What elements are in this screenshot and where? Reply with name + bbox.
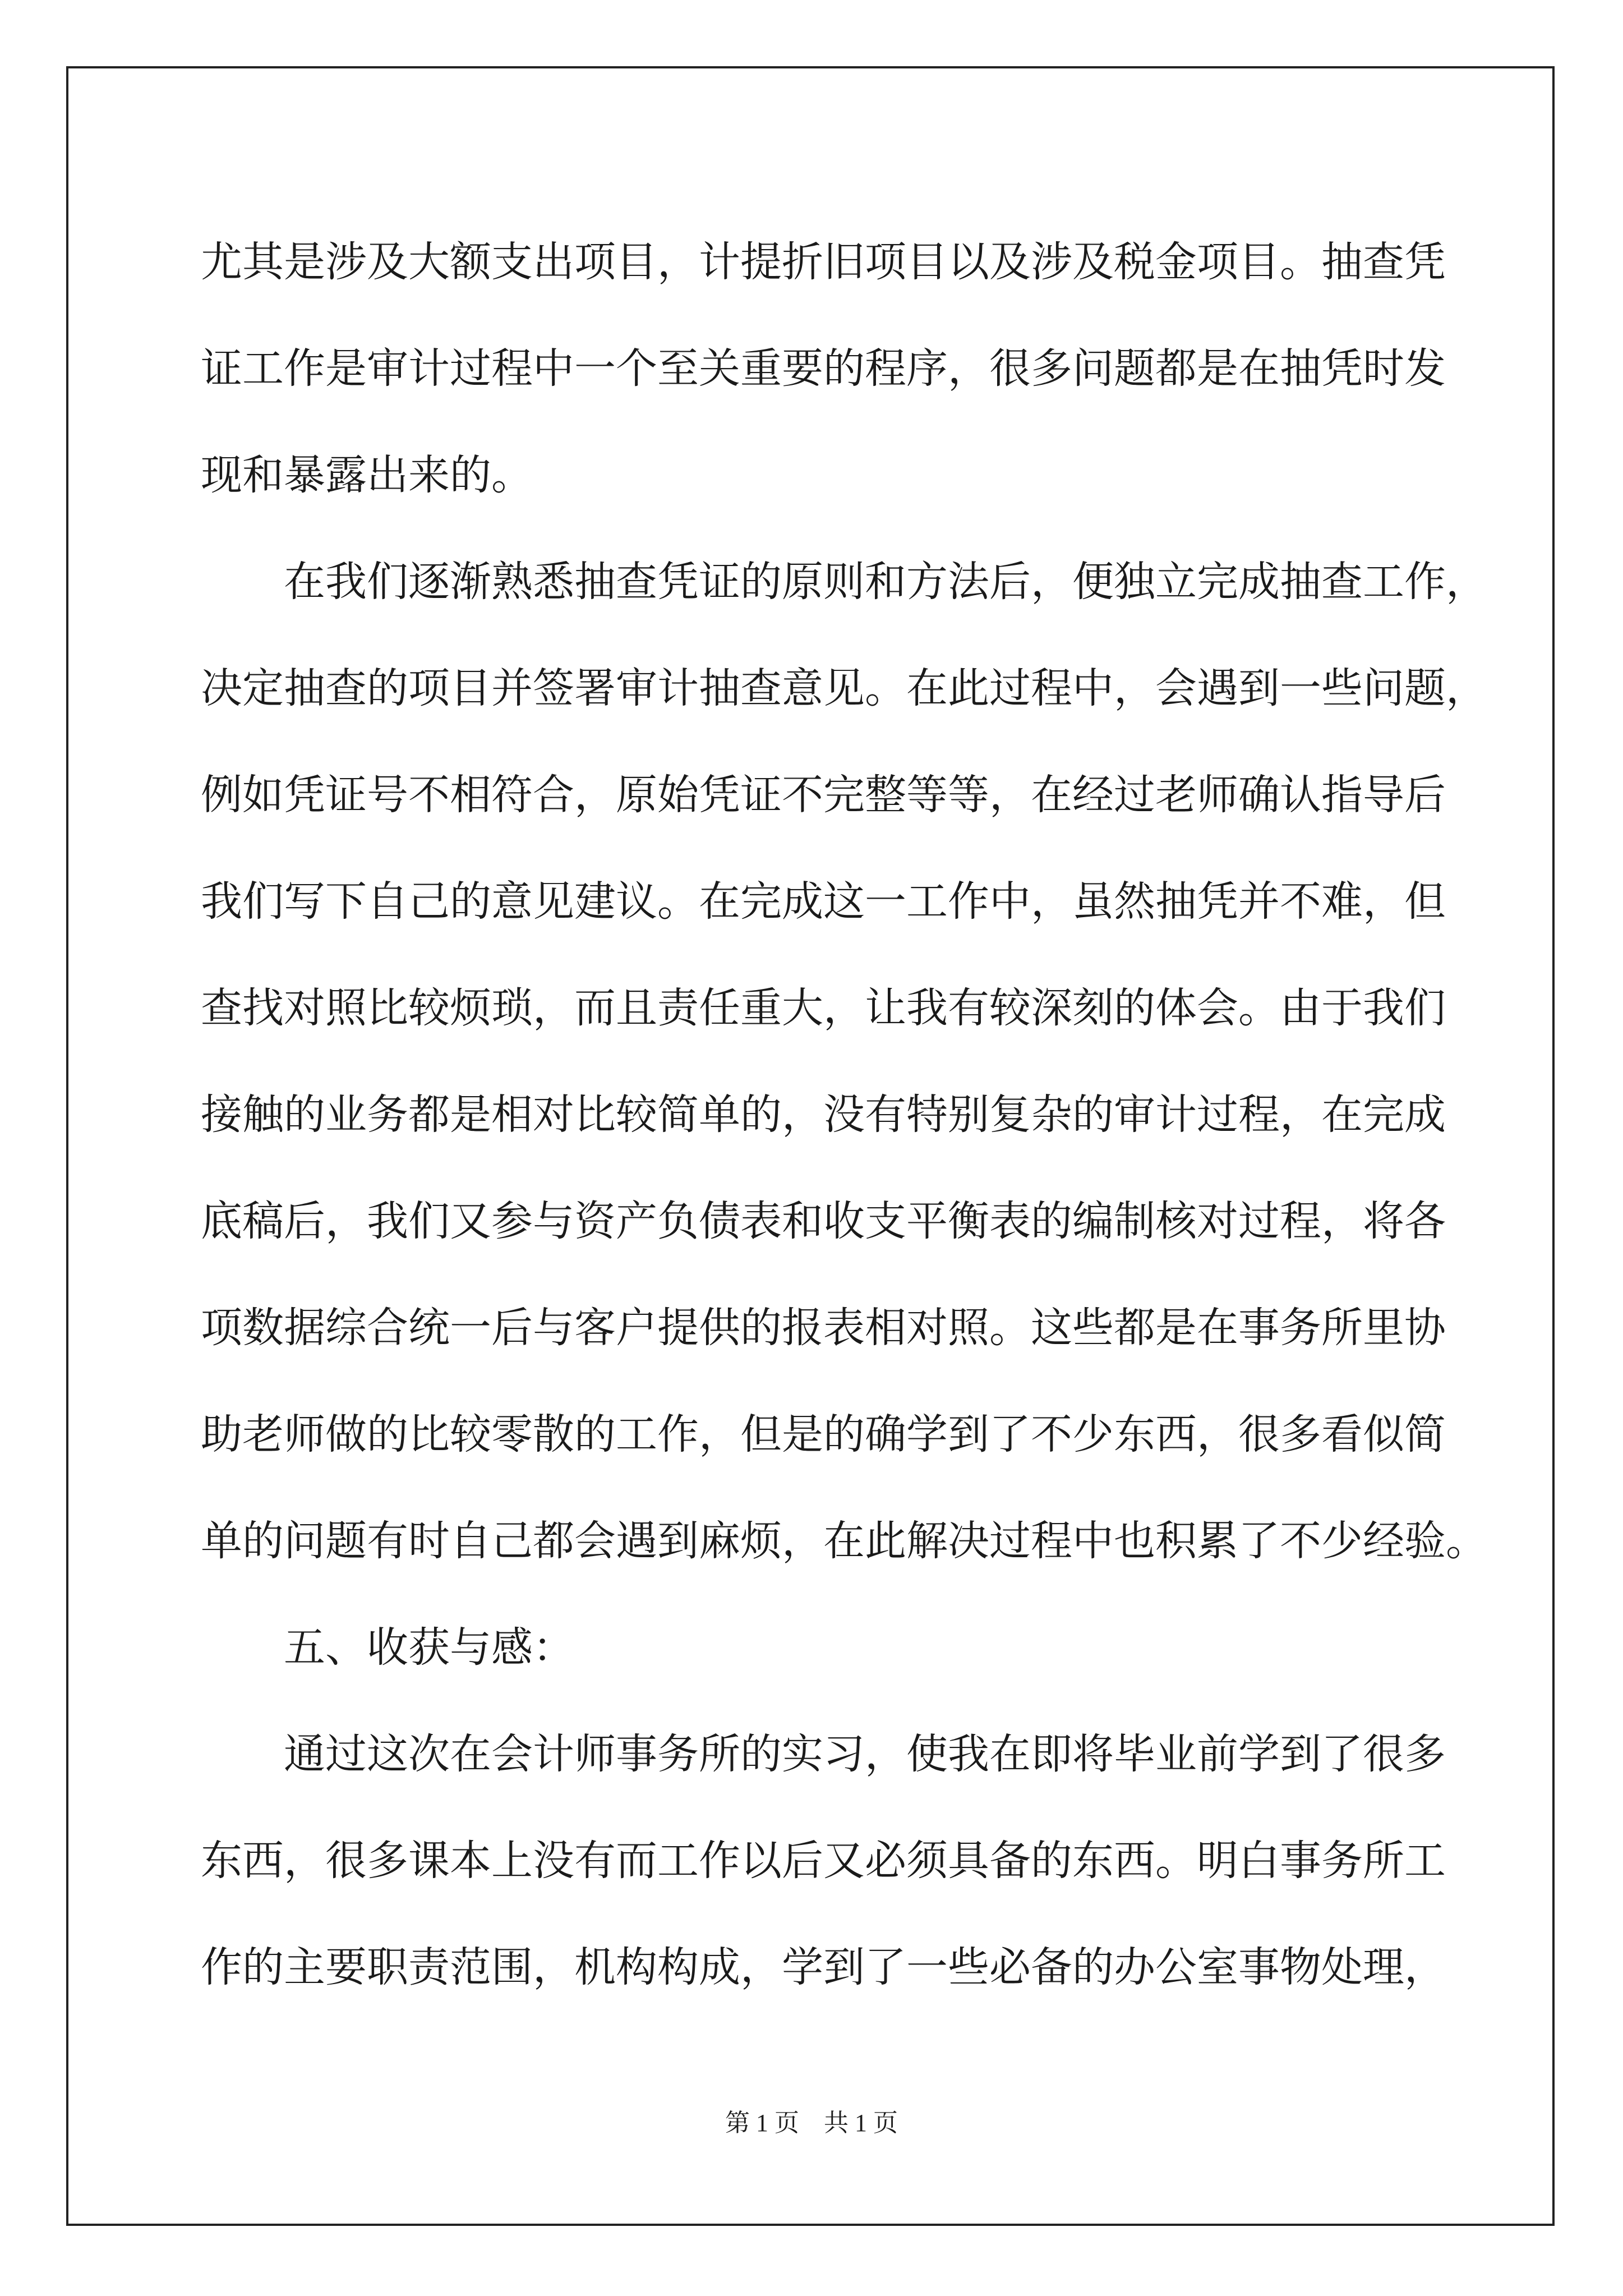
text-line: 作的主要职责范围，机构构成，学到了一些必备的办公室事物处理， bbox=[201, 1943, 1446, 1991]
text-line: 助老师做的比较零散的工作，但是的确学到了不少东西，很多看似简 bbox=[201, 1410, 1446, 1458]
heading-line: 五、收获与感： bbox=[201, 1623, 574, 1672]
text-line: 在我们逐渐熟悉抽查凭证的原则和方法后，便独立完成抽查工作， bbox=[201, 558, 1487, 606]
text-line: 东西，很多课本上没有而工作以后又必须具备的东西。明白事务所工 bbox=[201, 1837, 1446, 1885]
text-line: 查找对照比较烦琐，而且责任重大，让我有较深刻的体会。由于我们 bbox=[201, 984, 1446, 1032]
page-number: 第 1 页 共 1 页 bbox=[725, 2109, 898, 2137]
text-line: 例如凭证号不相符合，原始凭证不完整等等，在经过老师确认指导后 bbox=[201, 771, 1446, 819]
text-line: 单的问题有时自己都会遇到麻烦，在此解决过程中也积累了不少经验。 bbox=[201, 1517, 1487, 1565]
text-line: 项数据综合统一后与客户提供的报表相对照。这些都是在事务所里协 bbox=[201, 1304, 1446, 1352]
paragraph-3 bbox=[201, 1701, 1446, 2021]
text-line: 接触的业务都是相对比较简单的，没有特别复杂的审计过程，在完成 bbox=[201, 1091, 1446, 1139]
text-line: 证工作是审计过程中一个至关重要的程序，很多问题都是在抽凭时发 bbox=[201, 344, 1446, 393]
paragraph-2 bbox=[201, 528, 1487, 1594]
text-line: 底稿后，我们又参与资产负债表和收支平衡表的编制核对过程，将各 bbox=[201, 1197, 1446, 1245]
text-line: 通过这次在会计师事务所的实习，使我在即将毕业前学到了很多 bbox=[201, 1730, 1446, 1778]
text-line: 我们写下自己的意见建议。在完成这一工作中，虽然抽凭并不难，但 bbox=[201, 877, 1446, 926]
text-line: 决定抽查的项目并签署审计抽查意见。在此过程中，会遇到一些问题， bbox=[201, 664, 1487, 712]
paragraph-1 bbox=[201, 209, 1446, 528]
text-line: 现和暴露出来的。 bbox=[201, 451, 533, 499]
section-heading bbox=[201, 1594, 1440, 1701]
document-body bbox=[201, 209, 1487, 2021]
text-line: 尤其是涉及大额支出项目，计提折旧项目以及涉及税金项目。抽查凭 bbox=[201, 238, 1446, 286]
